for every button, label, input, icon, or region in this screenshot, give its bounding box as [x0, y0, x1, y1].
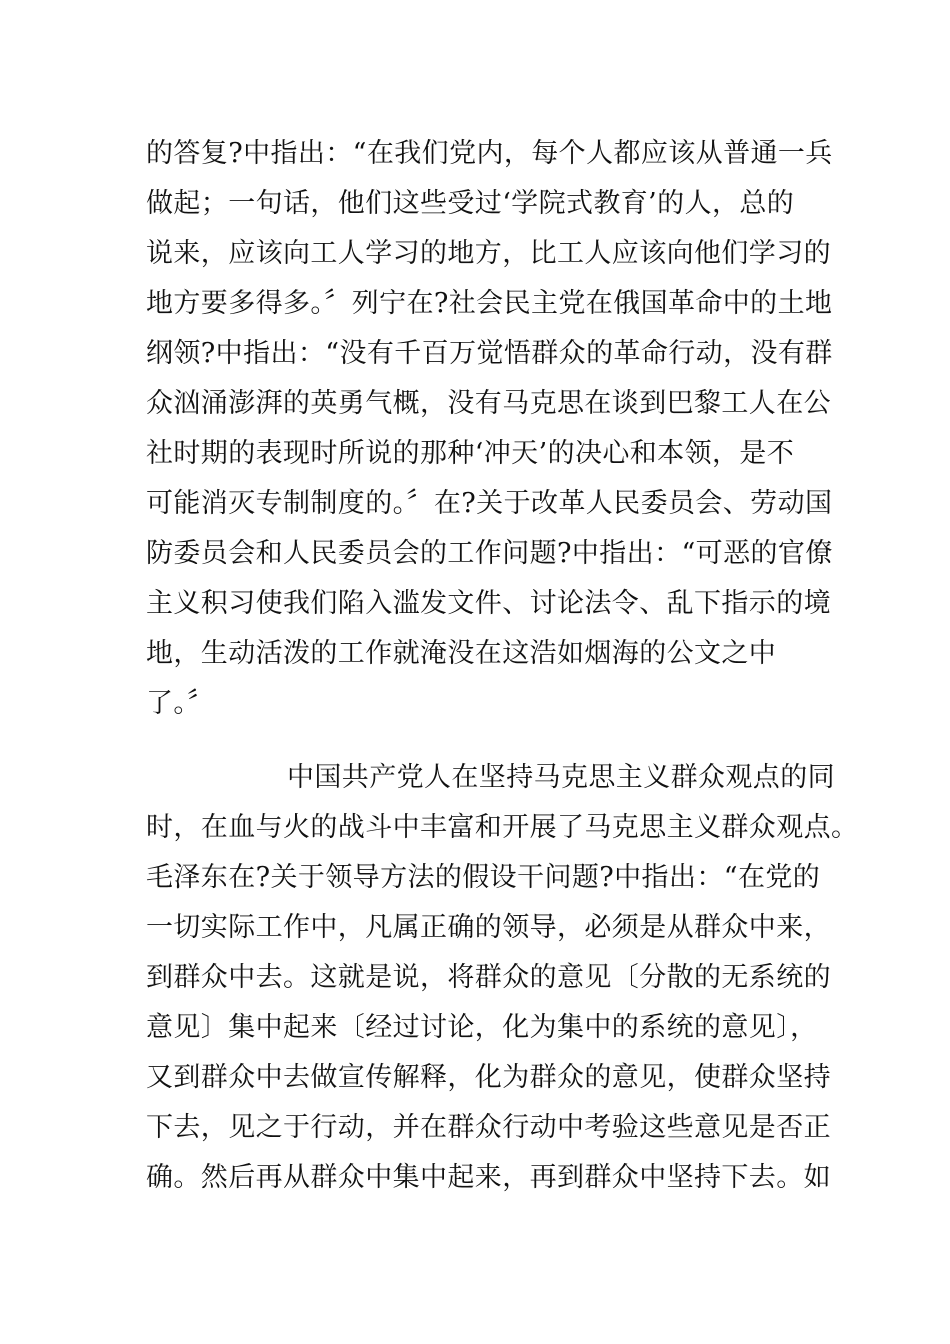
text-line: 众汹涌澎湃的英勇气概，没有马克思在谈到巴黎工人在公 — [146, 388, 831, 419]
text-line: 毛泽东在?关于领导方法的假设干问题?中指出：“在党的 — [146, 862, 821, 893]
text-line: 下去，见之于行动，并在群众行动中考验这些意见是否正 — [146, 1112, 831, 1143]
text-line: 到群众中去。这就是说，将群众的意见〔分散的无系统的 — [146, 962, 831, 993]
text-line: 一切实际工作中，凡属正确的领导，必须是从群众中来， — [146, 912, 831, 943]
text-line: 可能消灭专制制度的。〞在?关于改革人民委员会、劳动国 — [146, 488, 833, 519]
text-line: 地方要多得多。〞列宁在?社会民主党在俄国革命中的土地 — [146, 288, 833, 319]
text-line: 时，在血与火的战斗中丰富和开展了马克思主义群众观点。 — [146, 812, 859, 843]
text-line: 说来，应该向工人学习的地方，比工人应该向他们学习的 — [146, 238, 831, 269]
text-line: 防委员会和人民委员会的工作问题?中指出：“可恶的官僚 — [146, 538, 833, 569]
text-line: 社时期的表现时所说的那种‘冲天’的决心和本领，是不 — [146, 438, 795, 469]
text-line: 地，生动活泼的工作就淹没在这浩如烟海的公文之中 — [146, 638, 777, 669]
text-line: 主义积习使我们陷入滥发文件、讨论法令、乱下指示的境 — [146, 588, 831, 619]
text-line: 意见〕集中起来〔经过讨论，化为集中的系统的意见〕， — [146, 1012, 818, 1043]
text-line: 确。然后再从群众中集中起来，再到群众中坚持下去。如 — [146, 1162, 831, 1193]
text-line: 了。〞 — [146, 688, 215, 719]
text-line: 的答复?中指出：“在我们党内，每个人都应该从普通一兵 — [146, 138, 833, 169]
text-line: 纲领?中指出：“没有千百万觉悟群众的革命行动，没有群 — [146, 338, 833, 369]
text-line: 做起；一句话，他们这些受过‘学院式教育’的人，总的 — [146, 188, 795, 219]
text-line: 又到群众中去做宣传解释，化为群众的意见，使群众坚持 — [146, 1062, 831, 1093]
paragraph-first-line: 中国共产党人在坚持马克思主义群众观点的同 — [287, 762, 835, 793]
